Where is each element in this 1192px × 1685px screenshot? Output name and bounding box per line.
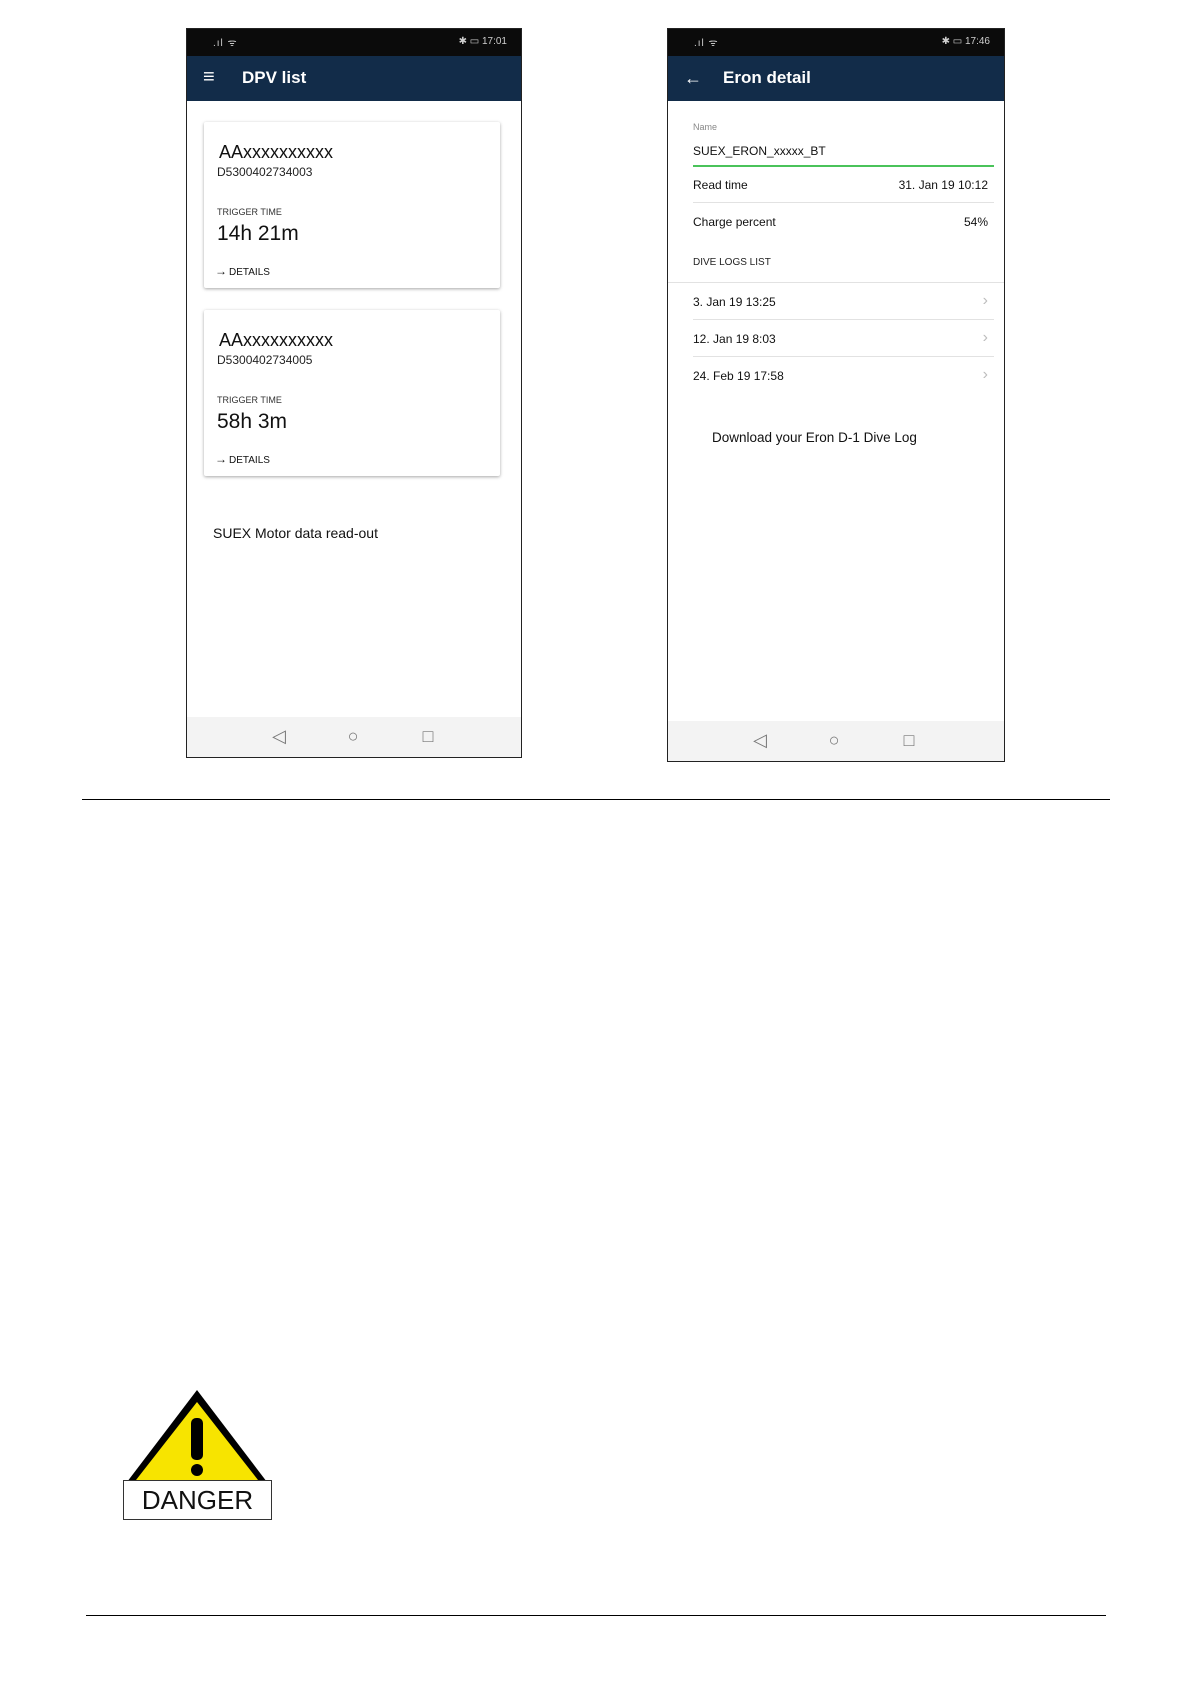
arrow-right-icon: → xyxy=(215,264,227,278)
dive-log-item[interactable] xyxy=(693,329,988,346)
dpv-serial: D5300402734005 xyxy=(217,353,313,367)
divider xyxy=(693,356,994,357)
nav-home-icon[interactable]: ○ xyxy=(828,730,840,750)
read-time-value: 31. Jan 19 10:12 xyxy=(898,178,988,192)
nav-recent-icon[interactable]: □ xyxy=(903,730,915,750)
read-time-row xyxy=(693,178,988,192)
status-bar xyxy=(187,29,521,56)
read-time-label: Read time xyxy=(693,178,748,192)
eron-detail-screenshot xyxy=(667,28,1005,762)
status-bar xyxy=(668,29,1004,56)
details-link[interactable] xyxy=(215,264,270,278)
android-nav-bar xyxy=(668,721,1004,761)
horizontal-rule xyxy=(82,799,1110,800)
dive-log-item[interactable] xyxy=(693,292,988,309)
trigger-time-value: 58h 3m xyxy=(217,410,288,433)
app-bar xyxy=(668,56,1004,101)
trigger-time-value: 14h 21m xyxy=(217,222,299,245)
charge-label: Charge percent xyxy=(693,215,776,229)
dive-log-date: 3. Jan 19 13:25 xyxy=(693,295,776,309)
charge-value: 54% xyxy=(963,215,988,229)
nav-back-icon[interactable]: ◁ xyxy=(753,730,767,750)
divider xyxy=(668,282,1004,283)
dive-log-item[interactable] xyxy=(693,366,988,383)
nav-back-icon[interactable]: ◁ xyxy=(272,726,286,746)
dpv-card[interactable] xyxy=(204,122,500,288)
dpv-name: AAxxxxxxxxxx xyxy=(219,142,334,162)
dpv-card[interactable] xyxy=(204,310,500,476)
dive-log-date: 24. Feb 19 17:58 xyxy=(693,369,784,383)
dpv-serial: D5300402734003 xyxy=(217,165,313,179)
name-field-label: Name xyxy=(693,122,718,132)
trigger-time-label: TRIGGER TIME xyxy=(217,207,282,217)
dpv-list-screenshot xyxy=(186,28,522,758)
charge-row xyxy=(693,215,988,229)
details-label: DETAILS xyxy=(229,455,270,466)
status-right: ✱ ▭ 17:46 xyxy=(941,36,990,47)
details-link[interactable] xyxy=(215,452,270,466)
signal-wifi-icon: .ıl ᯤ xyxy=(694,38,719,49)
name-field-underline xyxy=(693,165,994,167)
download-text: Download your Eron D-1 Dive Log xyxy=(712,430,917,445)
footer-text: SUEX Motor data read-out xyxy=(213,525,378,541)
chevron-right-icon: › xyxy=(982,329,988,346)
chevron-right-icon: › xyxy=(982,292,988,309)
details-label: DETAILS xyxy=(229,267,270,278)
dive-log-date: 12. Jan 19 8:03 xyxy=(693,332,776,346)
divider xyxy=(693,319,994,320)
dive-logs-header: DIVE LOGS LIST xyxy=(693,257,771,268)
danger-label: DANGER xyxy=(123,1480,272,1520)
nav-recent-icon[interactable]: □ xyxy=(422,726,434,746)
chevron-right-icon: › xyxy=(982,366,988,383)
back-arrow-icon[interactable]: ← xyxy=(684,68,702,88)
arrow-right-icon: → xyxy=(215,452,227,466)
nav-home-icon[interactable]: ○ xyxy=(347,726,359,746)
horizontal-rule xyxy=(86,1615,1106,1616)
trigger-time-label: TRIGGER TIME xyxy=(217,395,282,405)
hamburger-menu-icon[interactable]: ≡ xyxy=(203,66,215,88)
divider xyxy=(693,202,994,203)
page-title: Eron detail xyxy=(723,68,811,87)
app-bar xyxy=(187,56,521,101)
android-nav-bar xyxy=(187,717,521,757)
status-right: ✱ ▭ 17:01 xyxy=(458,36,507,47)
dpv-name: AAxxxxxxxxxx xyxy=(219,330,334,350)
page-title: DPV list xyxy=(242,68,307,87)
name-field[interactable]: SUEX_ERON_xxxxx_BT xyxy=(693,144,826,158)
signal-wifi-icon: .ıl ᯤ xyxy=(213,38,238,49)
